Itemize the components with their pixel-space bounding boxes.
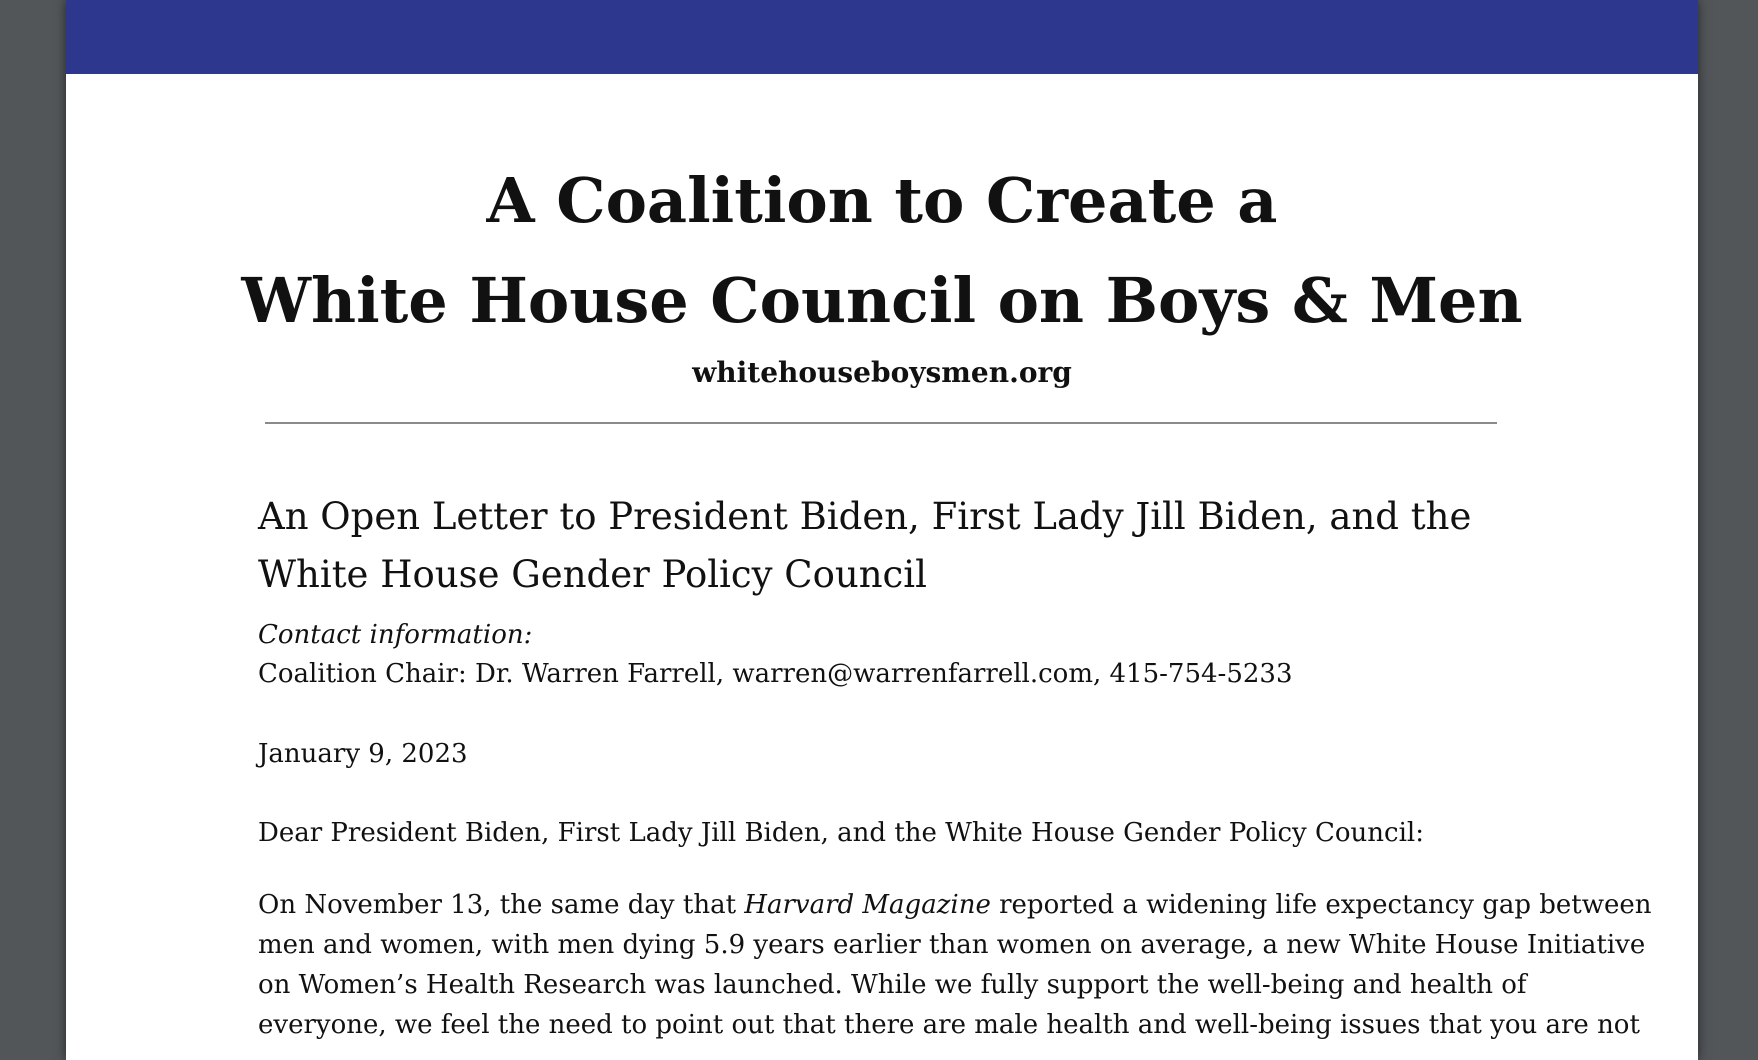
letter-heading-line-1: An Open Letter to President Biden, First Lady Jill Biden, and the xyxy=(258,495,1472,538)
title-line-1: A Coalition to Create a xyxy=(486,164,1278,237)
header-color-band xyxy=(66,0,1698,74)
letter-heading-line-2: White House Gender Policy Council xyxy=(258,553,927,596)
body-line-3: on Women’s Health Research was launched. While we fully support the well-being and health of xyxy=(258,970,1527,1000)
body-paragraph xyxy=(258,885,1652,1045)
publication-name: Harvard Magazine xyxy=(744,890,991,920)
body-line-1-text-a: On November 13, the same day that xyxy=(258,890,745,920)
document-page xyxy=(66,0,1698,1060)
title-line-2: White House Council on Boys & Men xyxy=(241,264,1523,337)
salutation: Dear President Biden, First Lady Jill Biden, and the White House Gender Policy Council: xyxy=(258,818,1424,848)
website-url: whitehouseboysmen.org xyxy=(692,356,1072,389)
body-line-2: men and women, with men dying 5.9 years earlier than women on average, a new White House Initiative xyxy=(258,930,1646,960)
body-line-4: everyone, we feel the need to point out that there are male health and well-being issues that you are not xyxy=(258,1010,1640,1040)
contact-label: Contact information: xyxy=(258,620,533,650)
header-divider xyxy=(265,422,1497,424)
letter-heading xyxy=(258,488,1558,604)
contact-chair: Coalition Chair: Dr. Warren Farrell, warren@warrenfarrell.com, 415-754-5233 xyxy=(258,659,1293,689)
body-line-1 xyxy=(258,885,1652,925)
body-line-1-text-b: reported a widening life expectancy gap between xyxy=(990,890,1652,920)
letter-date: January 9, 2023 xyxy=(258,739,468,769)
